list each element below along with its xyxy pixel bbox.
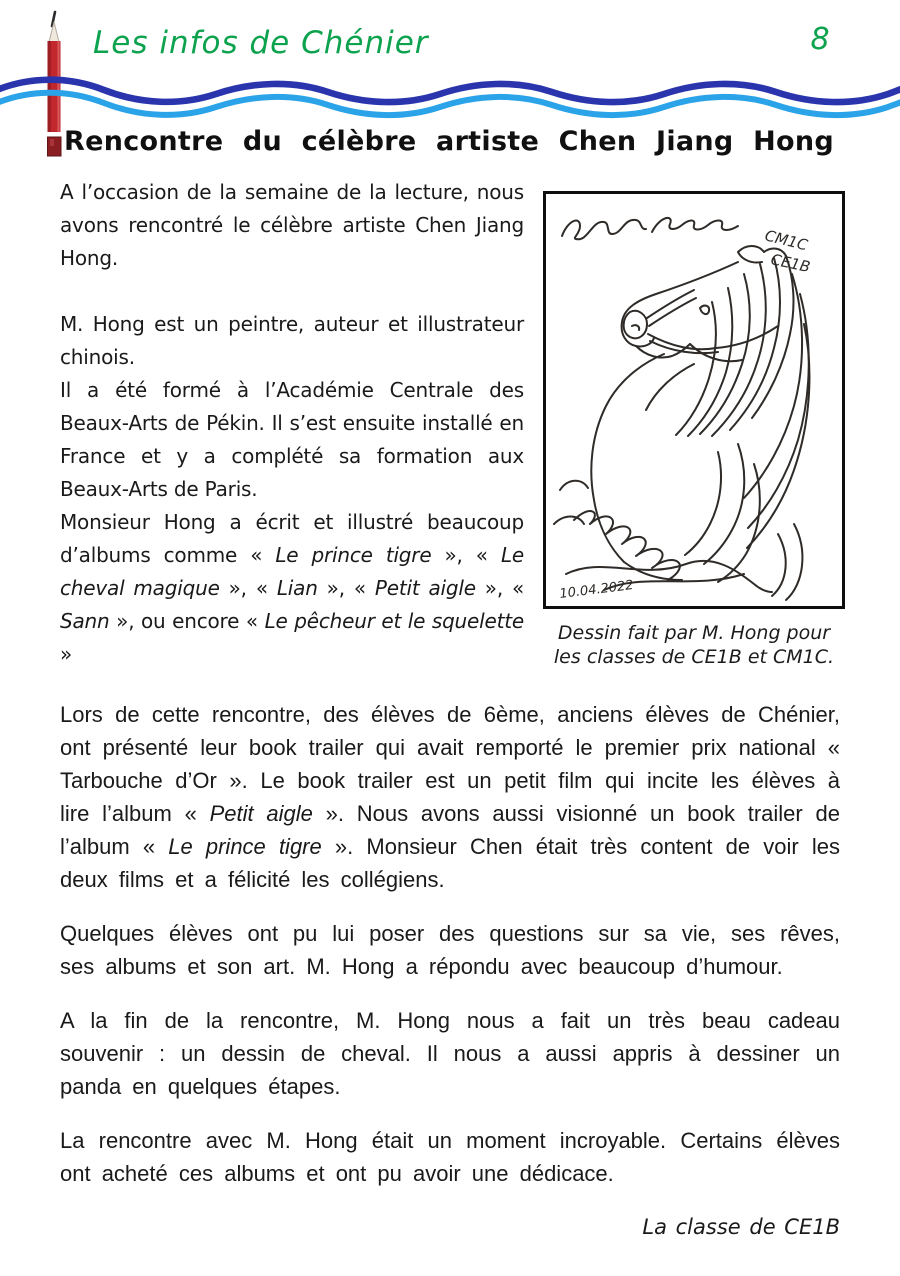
handwritten-class-label-1: CM1C	[763, 226, 810, 255]
article-headline: Rencontre du célèbre artiste Chen Jiang Hong	[64, 126, 834, 157]
figure-caption: Dessin fait par M. Hong pour les classes de CE1B et CM1C.	[553, 622, 835, 668]
body-paragraph-2: Quelques élèves ont pu lui poser des questions sur sa vie, ses rêves, ses albums et son art. M. Hong a répondu avec beaucoup d’humour.	[60, 921, 840, 979]
wave-divider-icon	[0, 70, 900, 128]
masthead-title: Les infos de Chénier	[93, 25, 429, 61]
horse-ink-sketch	[546, 194, 842, 606]
figure-frame	[543, 191, 845, 609]
body-paragraph-3: A la fin de la rencontre, M. Hong nous a fait un très beau cadeau souvenir : un dessin de cheval. Il nous a aussi appris à dessiner un panda en quelques étapes.	[60, 1008, 840, 1099]
intro-paragraph-2: M. Hong est un peintre, auteur et illustrateur chinois.	[60, 312, 524, 369]
body-paragraph-4: La rencontre avec M. Hong était un moment incroyable. Certains élèves ont acheté ces albums et ont pu avoir une dédicace.	[60, 1128, 840, 1186]
page-number: 8	[810, 22, 830, 57]
intro-paragraph-1: A l’occasion de la semaine de la lecture, nous avons rencontré le célèbre artiste Chen Jiang Hong.	[60, 180, 524, 270]
figure-horse-drawing	[543, 191, 845, 669]
intro-paragraph-4: Monsieur Hong a écrit et illustré beaucoup d’albums comme « Le prince tigre », « Le cheval magique », « Lian », « Petit aigle », « Sann », ou encore « Le pêcheur et le squelette »	[60, 510, 524, 666]
intro-paragraph-3: Il a été formé à l’Académie Centrale des Beaux-Arts de Pékin. Il s’est ensuite installé en France et y a complété sa formation aux Beaux-Arts de Paris.	[60, 378, 524, 501]
intro-column	[60, 176, 524, 671]
article-body	[60, 698, 840, 1244]
handwritten-date: 10.04.2022	[558, 578, 635, 602]
body-paragraph-1: Lors de cette rencontre, des élèves de 6ème, anciens élèves de Chénier, ont présenté leur book trailer qui avait remporté le premier prix national « Tarbouche d’Or ». Le book trailer est un petit film qui incite les élèves à lire l’album « Petit aigle ». Nous avons aussi visionné un book trailer de l’album « Le prince tigre ». Monsieur Chen était très content de voir les deux films et a félicité les collégiens.	[60, 702, 841, 892]
handwritten-class-label-2: CE1B	[769, 250, 812, 277]
class-signature: La classe de CE1B	[642, 1215, 840, 1239]
